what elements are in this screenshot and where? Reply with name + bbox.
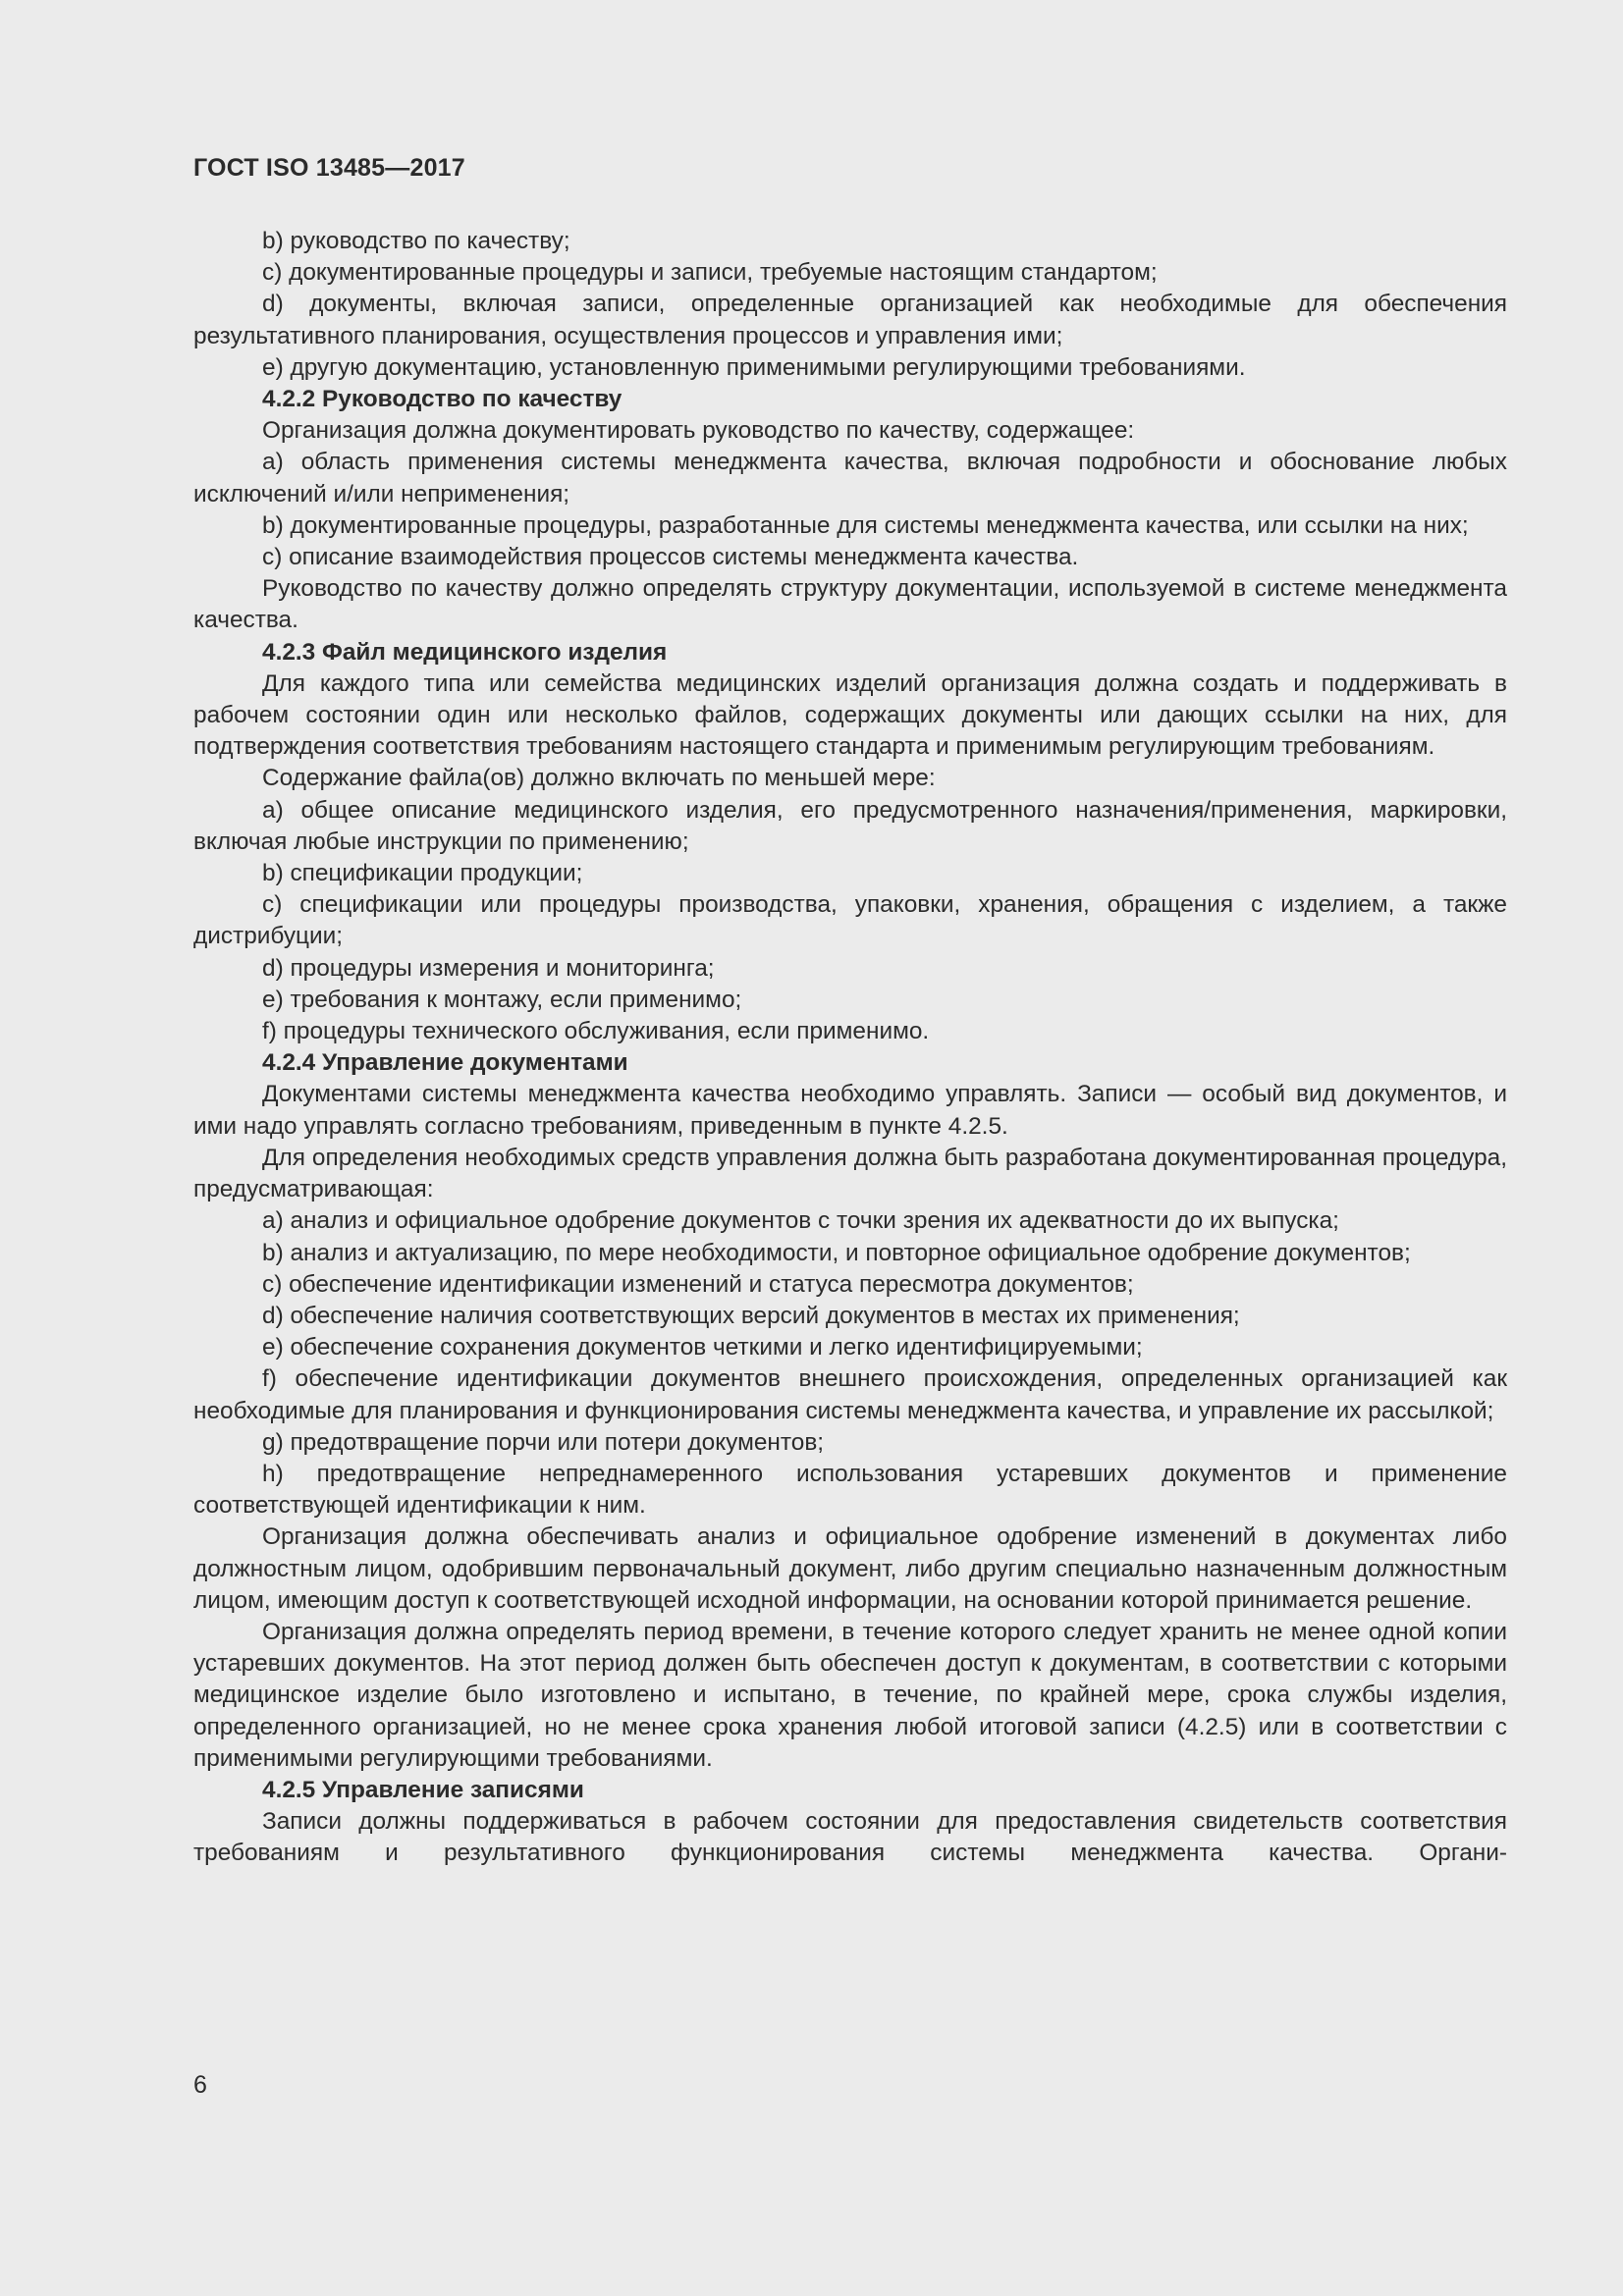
list-item-d: d) процедуры измерения и мониторинга; xyxy=(262,954,715,982)
list-item-c: c) обеспечение идентификации изменений и статуса пересмотра документов; xyxy=(262,1270,1134,1298)
paragraph: Для определения необходимых средств управления должна быть разработана документированная процедура, предусматривающая: xyxy=(193,1144,1507,1203)
list-item-b: b) анализ и актуализацию, по мере необходимости, и повторное официальное одобрение документов; xyxy=(262,1239,1411,1266)
document-body xyxy=(193,226,1507,1870)
list-item-e: e) требования к монтажу, если применимо; xyxy=(262,986,742,1013)
list-item-c: c) описание взаимодействия процессов системы менеджмента качества. xyxy=(262,544,1079,571)
page-number: 6 xyxy=(193,2071,207,2099)
list-item-b: b) документированные процедуры, разработанные для системы менеджмента качества, или ссылки на них; xyxy=(262,511,1469,539)
list-item-f: f) обеспечение идентификации документов внешнего происхождения, определенных организацией как необходимые для планирования и функционирования системы менеджмента качества, и управление их рассылкой; xyxy=(193,1365,1507,1424)
list-item-b: b) спецификации продукции; xyxy=(262,860,583,887)
section-heading-4-2-2: 4.2.2 Руководство по качеству xyxy=(262,386,622,413)
list-item-a: a) область применения системы менеджмента качества, включая подробности и обоснование любых исключений и/или неприменения; xyxy=(193,449,1507,507)
list-item-a: a) общее описание медицинского изделия, его предусмотренного назначения/применения, маркировки, включая любые инструкции по применению; xyxy=(193,796,1507,855)
section-heading-4-2-5: 4.2.5 Управление записями xyxy=(262,1776,584,1803)
paragraph: Организация должна определять период времени, в течение которого следует хранить не менее одной копии устаревших документов. На этот период должен быть обеспечен доступ к документам, в соответствии с которыми медицинское изделие было изготовлено и испытано, в течение, по крайней мере, срока службы изделия, определенного организацией, но не менее срока хранения любой итоговой записи (4.2.5) или в соответствии с применимыми регулирующими требованиями. xyxy=(193,1618,1507,1772)
list-item-h: h) предотвращение непреднамеренного использования устаревших документов и применение соответствующей идентификации к ним. xyxy=(193,1460,1507,1520)
paragraph: Содержание файла(ов) должно включать по меньшей мере: xyxy=(262,765,936,792)
paragraph: Для каждого типа или семейства медицинских изделий организация должна создать и поддерживать в рабочем состоянии один или несколько файлов, содержащих документы или дающих ссылки на них, для подтверждения соответствия требованиям настоящего стандарта и применимым регулирующим требованиям. xyxy=(193,669,1507,761)
list-item-e: e) обеспечение сохранения документов четкими и легко идентифицируемыми; xyxy=(262,1334,1143,1362)
list-item-d: d) документы, включая записи, определенные организацией как необходимые для обеспечения результативного планирования, осуществления процессов и управления ими; xyxy=(193,291,1507,349)
list-item-e: e) другую документацию, установленную применимыми регулирующими требованиями. xyxy=(262,353,1246,381)
document-header: ГОСТ ISO 13485—2017 xyxy=(193,154,465,182)
section-heading-4-2-4: 4.2.4 Управление документами xyxy=(262,1049,628,1077)
list-item-d: d) обеспечение наличия соответствующих версий документов в местах их применения; xyxy=(262,1302,1240,1329)
paragraph: Организация должна обеспечивать анализ и официальное одобрение изменений в документах либо должностным лицом, одобрившим первоначальный документ, либо другим специально назначенным должностным лицом, имеющим доступ к соответствующей исходной информации, на основании которой принимается решение. xyxy=(193,1523,1507,1614)
list-item-c: c) спецификации или процедуры производства, упаковки, хранения, обращения с изделием, а также дистрибуции; xyxy=(193,891,1507,950)
paragraph: Документами системы менеджмента качества необходимо управлять. Записи — особый вид документов, и ими надо управлять согласно требованиям, приведенным в пункте 4.2.5. xyxy=(193,1081,1507,1140)
list-item-g: g) предотвращение порчи или потери документов; xyxy=(262,1428,825,1456)
list-item-b: b) руководство по качеству; xyxy=(262,228,570,254)
paragraph: Руководство по качеству должно определять структуру документации, используемой в системе менеджмента качества. xyxy=(193,575,1507,634)
paragraph: Организация должна документировать руководство по качеству, содержащее: xyxy=(262,417,1135,445)
list-item-a: a) анализ и официальное одобрение документов с точки зрения их адекватности до их выпуска; xyxy=(262,1207,1339,1235)
list-item-f: f) процедуры технического обслуживания, если применимо. xyxy=(262,1018,930,1045)
section-heading-4-2-3: 4.2.3 Файл медицинского изделия xyxy=(262,638,668,666)
paragraph: Записи должны поддерживаться в рабочем состоянии для предоставления свидетельств соответствия требованиям и результативного функционирования системы менеджмента качества. Органи- xyxy=(193,1808,1507,1867)
list-item-c: c) документированные процедуры и записи, требуемые настоящим стандартом; xyxy=(262,259,1158,287)
